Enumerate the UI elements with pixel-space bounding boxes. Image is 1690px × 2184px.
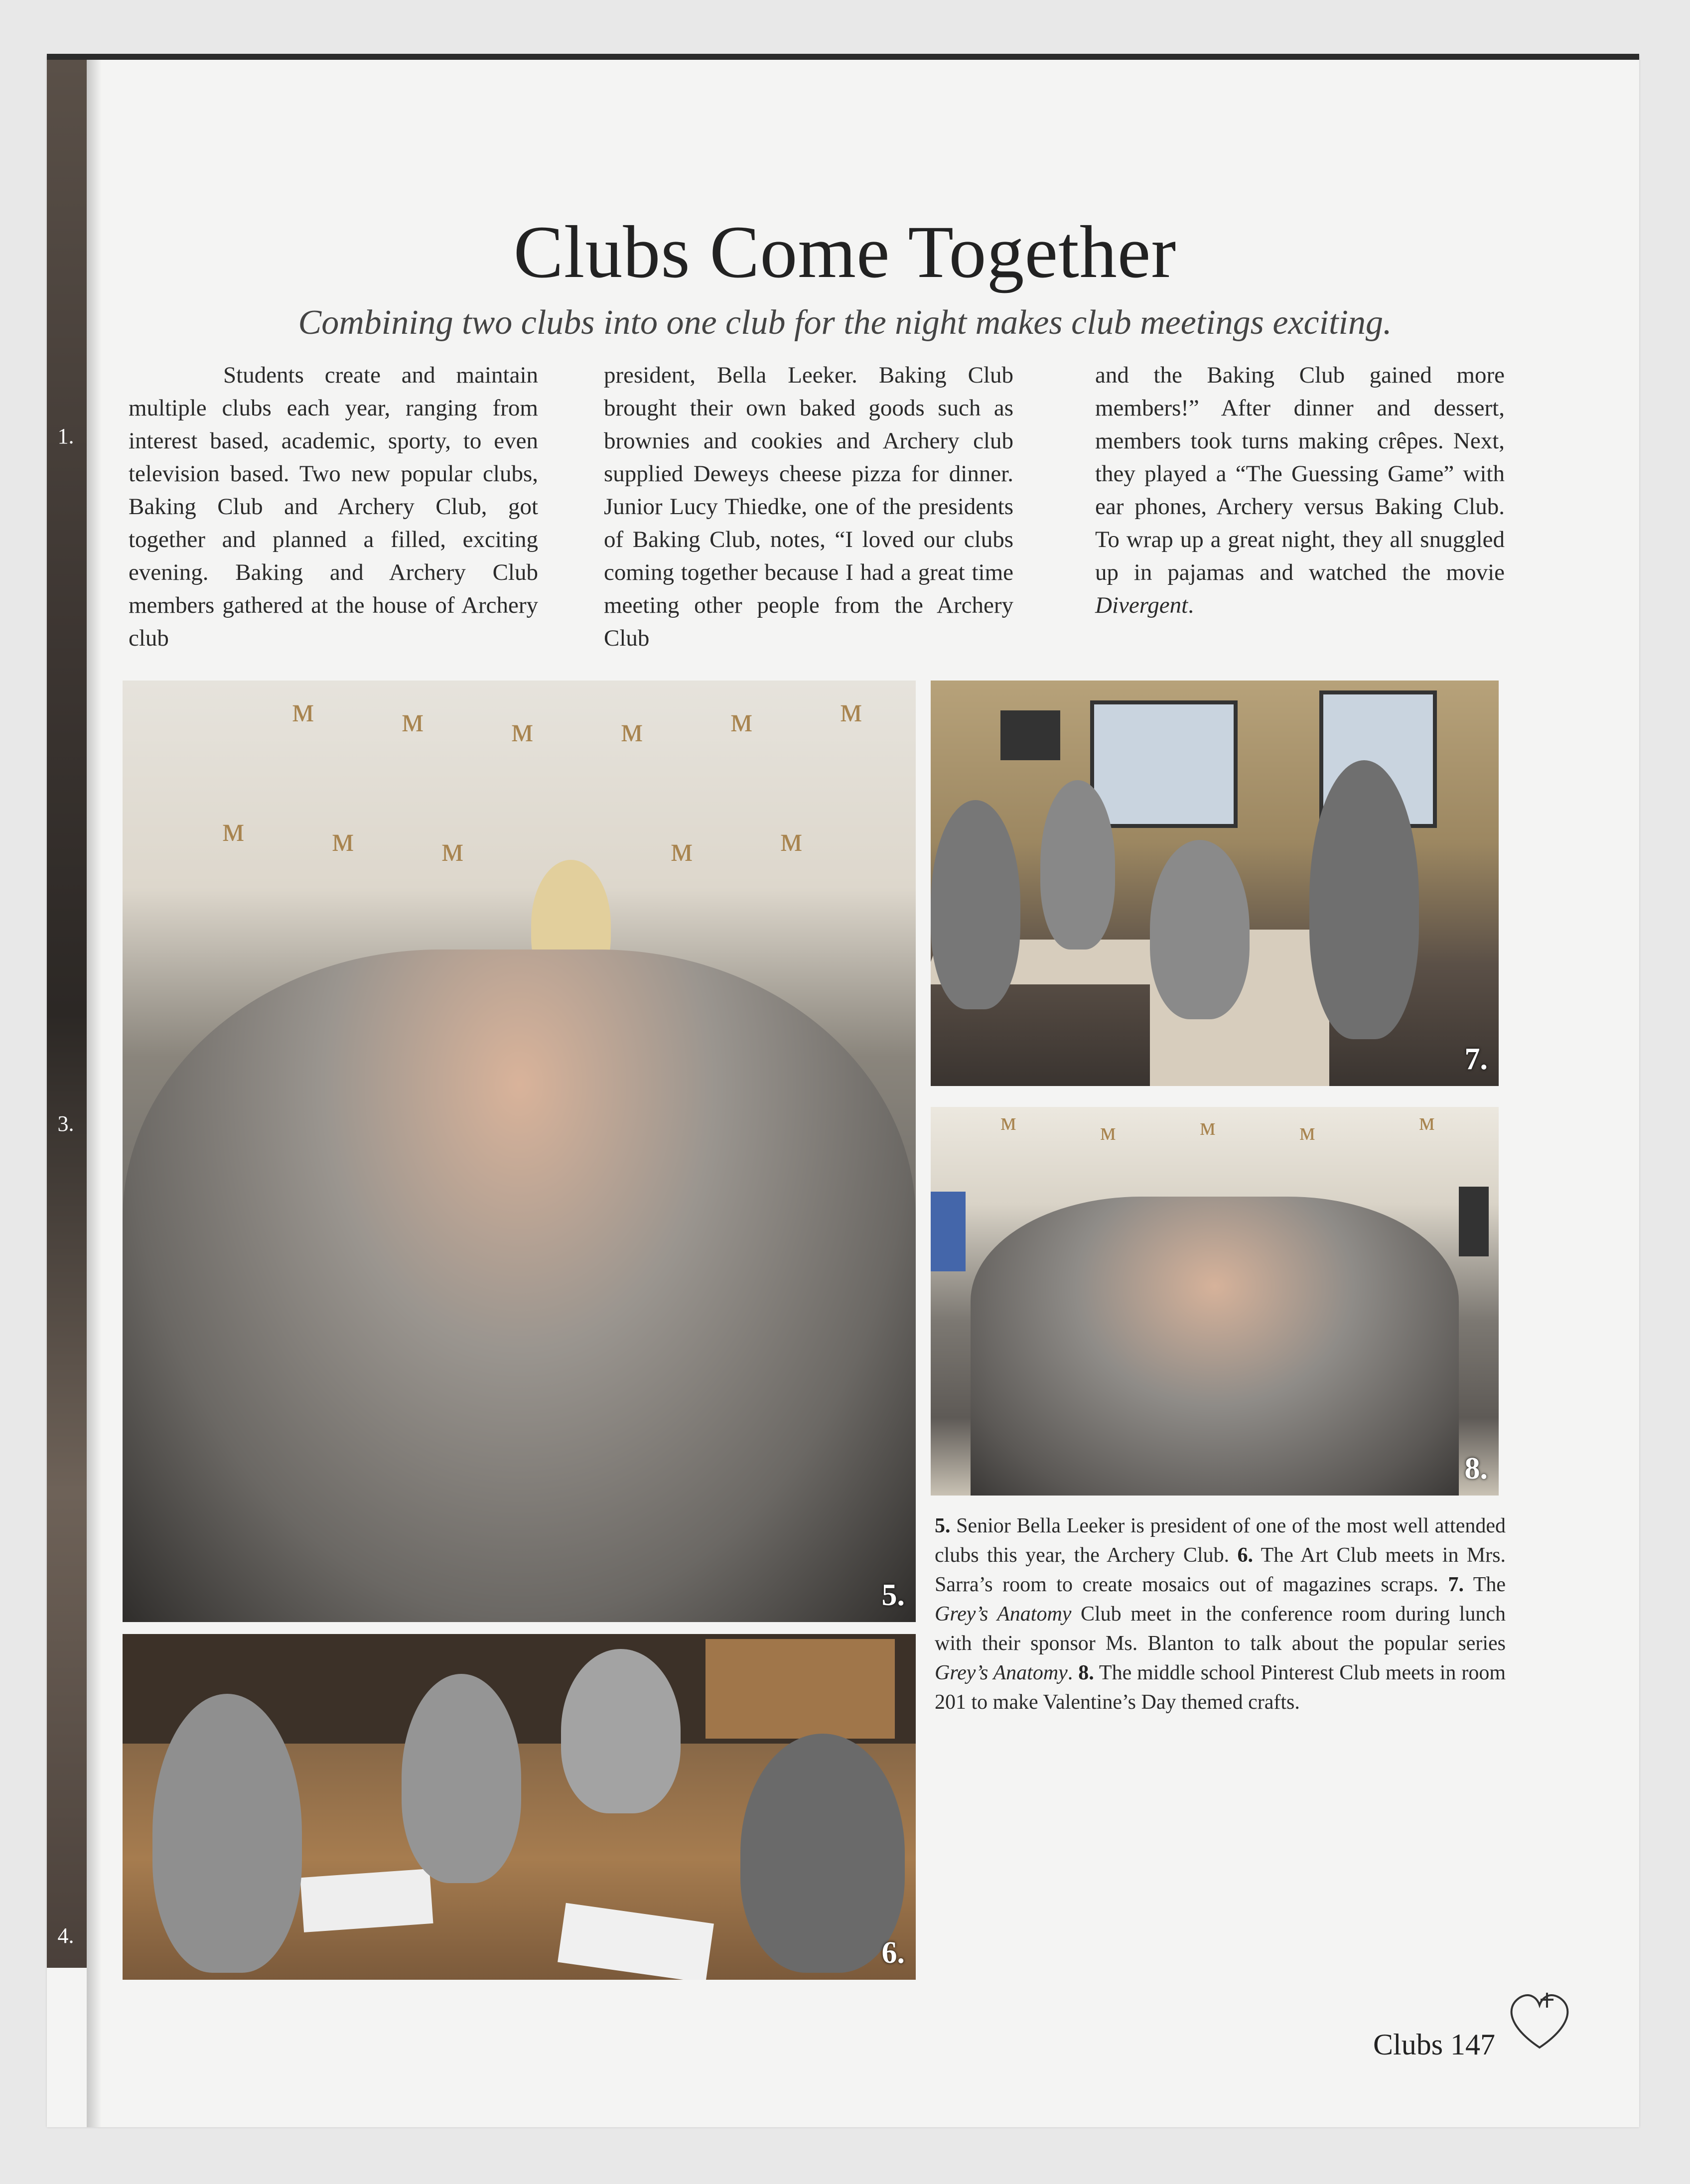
caption-number-7: 7. [1448, 1573, 1464, 1596]
photo-number-6: 6. [881, 1936, 905, 1970]
page-subtitle: Combining two clubs into one club for the night makes club meetings exciting. [298, 303, 1392, 342]
monogram-icon: ᴍ [1299, 1117, 1315, 1145]
caption-text-7b: Club meet in the conference room during lunch with their sponsor Ms. Blanton to talk about the popular series [935, 1603, 1506, 1655]
caption-text-5: Senior Bella Leeker is president of one of the most well attended clubs this year, the Archery Club. [935, 1514, 1506, 1567]
caption-number-6: 6. [1237, 1544, 1253, 1567]
monogram-icon: ᴍ [292, 691, 314, 729]
previous-page-number-3: 3. [57, 1111, 74, 1136]
desk [705, 1639, 895, 1739]
caption-number-5: 5. [935, 1514, 951, 1537]
student [152, 1694, 302, 1973]
student [1040, 780, 1115, 950]
monogram-icon: ᴍ [780, 820, 803, 859]
heart-cross-icon [1500, 1978, 1579, 2057]
previous-page-number-4: 4. [57, 1923, 74, 1948]
monogram-icon: ᴍ [222, 811, 245, 849]
previous-page-strip [47, 60, 87, 1968]
caption-text-7c: . [1067, 1661, 1079, 1684]
student [1150, 840, 1250, 1019]
caption-text-6: The Art Club meets in Mrs. Sarra’s room to create mosaics out of magazines scraps. [935, 1544, 1506, 1596]
photo-number-5: 5. [881, 1578, 905, 1612]
body-column-1: Students create and maintain multiple clubs each year, ranging from interest based, academic, sporty, to even television based. Two new popular clubs, Baking Club and Archery Club, got together and planned a filled, exciting evening. Baking and Archery Club members gathered at the house of Archery club [129, 362, 538, 651]
monogram-icon: ᴍ [1200, 1112, 1216, 1140]
previous-page-number-1: 1. [57, 424, 74, 448]
monogram-icon: ᴍ [671, 830, 693, 869]
page-title: Clubs Come Together [513, 211, 1177, 293]
student [931, 800, 1020, 1009]
monogram-icon: ᴍ [511, 711, 534, 749]
body-column-3-end: . [1188, 592, 1194, 618]
student [561, 1649, 681, 1813]
monogram-icon: ᴍ [441, 830, 464, 869]
page-fold-shadow [87, 60, 102, 2127]
caption-show-title-2: Grey’s Anatomy [935, 1661, 1068, 1684]
photo-pinterest-club [931, 1107, 1499, 1496]
wall-plaque [1459, 1187, 1489, 1256]
caption-show-title: Grey’s Anatomy [935, 1603, 1072, 1626]
monogram-icon: ᴍ [1100, 1117, 1116, 1145]
student [740, 1734, 905, 1973]
body-column-3-text: and the Baking Club gained more members!” After dinner and dessert, members took turns making crêpes. Next, they played a “The Guessing Game” with ear phones, Archery versus Baking Club. To wrap up a great night, they all snuggled up in pajamas and watched the movie [1095, 362, 1505, 585]
monogram-icon: ᴍ [621, 711, 643, 749]
page-footer: Clubs 147 [1373, 2028, 1496, 2061]
photo-greys-anatomy-club [931, 681, 1499, 1086]
caption-text-7a: The [1463, 1573, 1506, 1596]
paper-sheet [300, 1869, 433, 1932]
page-top-edge [47, 54, 1639, 60]
photo-caption [935, 1511, 1506, 1717]
bulletin-board [931, 1192, 966, 1271]
student [1309, 760, 1419, 1039]
photo-art-club [123, 1634, 916, 1980]
monogram-icon: ᴍ [402, 701, 424, 739]
wall-screen [1000, 710, 1060, 760]
monogram-icon: ᴍ [1419, 1107, 1435, 1135]
photo-number-8: 8. [1464, 1452, 1488, 1486]
paper-sheet [558, 1903, 714, 1980]
student [402, 1674, 521, 1883]
body-column-2: president, Bella Leeker. Baking Club brought their own baked goods such as brownies and cookies and Archery club supplied Deweys cheese pizza for dinner. Junior Lucy Thiedke, one of the presidents of Baking Club, notes, “I loved our clubs coming together because I had a great time meeting other people from the Archery Club [604, 362, 1013, 651]
photo-archery-club-group [123, 681, 916, 1622]
monogram-icon: ᴍ [730, 701, 753, 739]
students-group [971, 1197, 1459, 1496]
caption-number-8: 8. [1078, 1661, 1094, 1684]
body-column-3 [1095, 359, 1505, 622]
monogram-icon: ᴍ [1000, 1107, 1016, 1135]
monogram-icon: ᴍ [332, 820, 354, 859]
movie-title: Divergent [1095, 592, 1188, 618]
caption-text-8: The middle school Pinterest Club meets in room 201 to make Valentine’s Day themed crafts. [935, 1661, 1506, 1714]
photo-number-7: 7. [1464, 1042, 1488, 1076]
window [1090, 700, 1238, 828]
students-crowd [123, 950, 916, 1622]
monogram-icon: ᴍ [840, 691, 862, 729]
